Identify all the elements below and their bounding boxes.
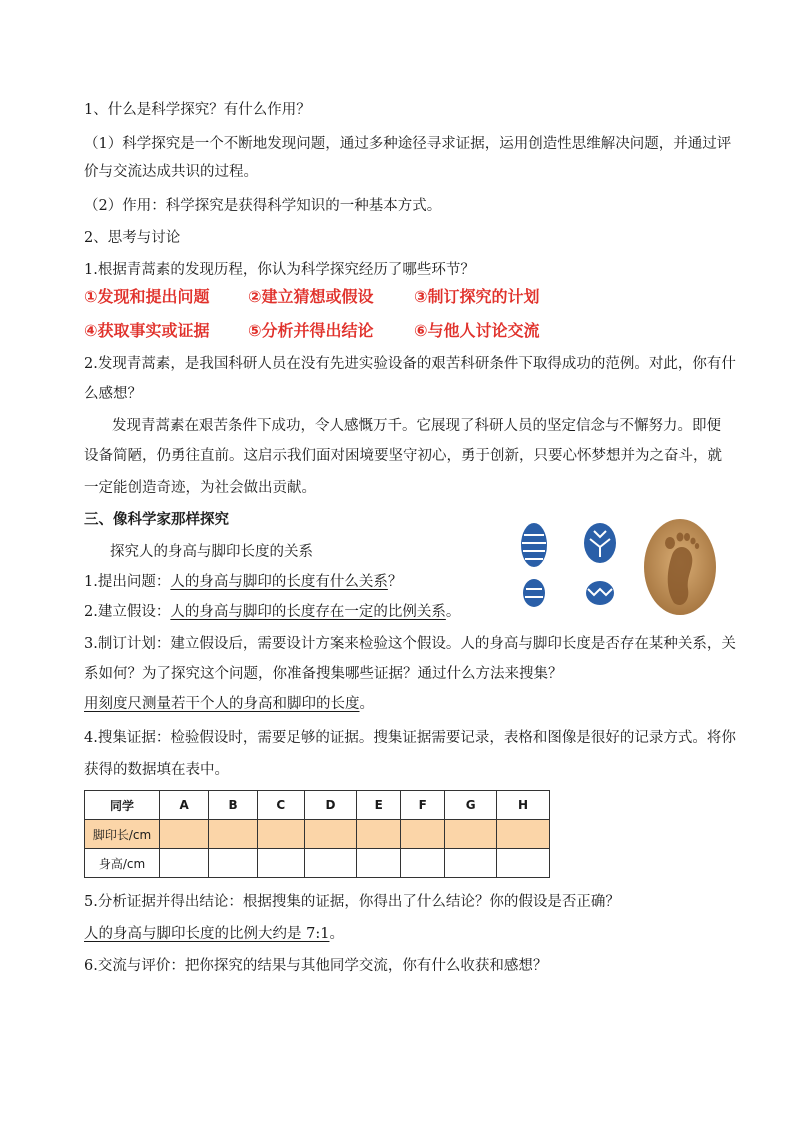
q2-sub2b: 么感想？ (84, 386, 142, 402)
row-label-height: 身高/cm (85, 849, 160, 878)
step1-line (84, 572, 402, 592)
table-cell (445, 820, 497, 849)
step1-label: 1.提出问题： (84, 574, 171, 590)
step1-end: ？ (387, 574, 403, 590)
q1-paragraph-2: （2）作用：科学探究是获得科学知识的一种基本方式。 (84, 198, 442, 214)
table-cell (401, 849, 445, 878)
step2-end: 。 (445, 604, 461, 620)
table-cell (497, 849, 550, 878)
q2-sub2a: 2.发现青蒿素，是我国科研人员在没有先进实验设备的艰苦科研条件下取得成功的范例。对此，你有什 (84, 356, 736, 372)
step-2: ②建立猜想或假设 (248, 287, 374, 306)
table-cell (401, 820, 445, 849)
table-header-row (85, 791, 550, 820)
table-header: A (160, 791, 209, 820)
q2-title: 2、思考与讨论 (84, 230, 181, 246)
step4-line-a: 4.搜集证据：检验假设时，需要足够的证据。搜集证据需要记录，表格和图像是很好的记录方式。将你 (84, 730, 736, 746)
table-header: B (209, 791, 258, 820)
step4-line-b: 获得的数据填在表中。 (84, 762, 229, 778)
table-cell (209, 849, 258, 878)
step-5: ⑤分析并得出结论 (248, 321, 374, 340)
step-4: ④获取事实或证据 (84, 321, 210, 340)
table-cell (304, 849, 356, 878)
q3-topic: 探究人的身高与脚印长度的关系 (110, 544, 313, 560)
row-label-footprint: 脚印长/cm (85, 820, 160, 849)
step3-line-b: 系如何？为了探究这个问题，你准备搜集哪些证据？通过什么方法来搜集？ (84, 666, 563, 682)
table-row-footprint (85, 820, 550, 849)
table-cell (160, 849, 209, 878)
table-header: H (497, 791, 550, 820)
table-cell (357, 849, 401, 878)
step5-answer: 人的身高与脚印长度的比例大约是 7:1 (84, 926, 330, 942)
step1-answer: 人的身高与脚印的长度有什么关系 (170, 574, 388, 590)
table-cell (497, 820, 550, 849)
step3-answer: 用刻度尺测量若干个人的身高和脚印的长度 (84, 696, 360, 712)
q1-title: 1、什么是科学探究？有什么作用？ (84, 102, 311, 118)
table-cell (357, 820, 401, 849)
table-header: C (257, 791, 304, 820)
table-row-height (85, 849, 550, 878)
table-cell (257, 849, 304, 878)
table-header: F (401, 791, 445, 820)
q3-title: 三、像科学家那样探究 (84, 511, 229, 528)
step6-line: 6.交流与评价：把你探究的结果与其他同学交流，你有什么收获和感想？ (84, 958, 548, 974)
step3-line-a: 3.制订计划：建立假设后，需要设计方案来检验这个假设。人的身高与脚印长度是否存在某种关系，关 (84, 636, 736, 652)
step3-end: 。 (359, 696, 374, 712)
q2-answer-a: 发现青蒿素在艰苦条件下成功，令人感慨万千。它展现了科研人员的坚定信念与不懈努力。即便 (112, 418, 721, 434)
footprints-icon (508, 515, 728, 615)
q1-paragraph-1b: 价与交流达成共识的过程。 (84, 164, 258, 180)
q2-sub1: 1.根据青蒿素的发现历程，你认为科学探究经历了哪些环节？ (84, 262, 475, 278)
step2-line (84, 602, 460, 622)
footprints-image (508, 515, 728, 615)
q2-answer-c: 一定能创造奇迹，为社会做出贡献。 (84, 480, 316, 496)
table-header: 同学 (85, 791, 160, 820)
table-cell (209, 820, 258, 849)
step5-answer-line (84, 924, 344, 944)
q1-paragraph-1a: （1）科学探究是一个不断地发现问题，通过多种途径寻求证据，运用创造性思维解决问题，并通过评 (84, 136, 732, 152)
data-table (84, 790, 550, 878)
step2-answer: 人的身高与脚印的长度存在一定的比例关系 (170, 604, 446, 620)
step2-label: 2.建立假设： (84, 604, 171, 620)
table-header: E (357, 791, 401, 820)
step3-answer-line (84, 694, 374, 714)
step5-end: 。 (329, 926, 344, 942)
step-1: ①发现和提出问题 (84, 287, 210, 306)
table-cell (257, 820, 304, 849)
step-6: ⑥与他人讨论交流 (414, 321, 540, 340)
step5-line: 5.分析证据并得出结论：根据搜集的证据，你得出了什么结论？你的假设是否正确？ (84, 894, 620, 910)
table-cell (160, 820, 209, 849)
table-cell (304, 820, 356, 849)
table-cell (445, 849, 497, 878)
step-3: ③制订探究的计划 (414, 287, 540, 306)
table-header: D (304, 791, 356, 820)
table-header: G (445, 791, 497, 820)
q2-answer-b: 设备简陋，仍勇往直前。这启示我们面对困境要坚守初心，勇于创新，只要心怀梦想并为之奋斗，就 (84, 448, 722, 464)
